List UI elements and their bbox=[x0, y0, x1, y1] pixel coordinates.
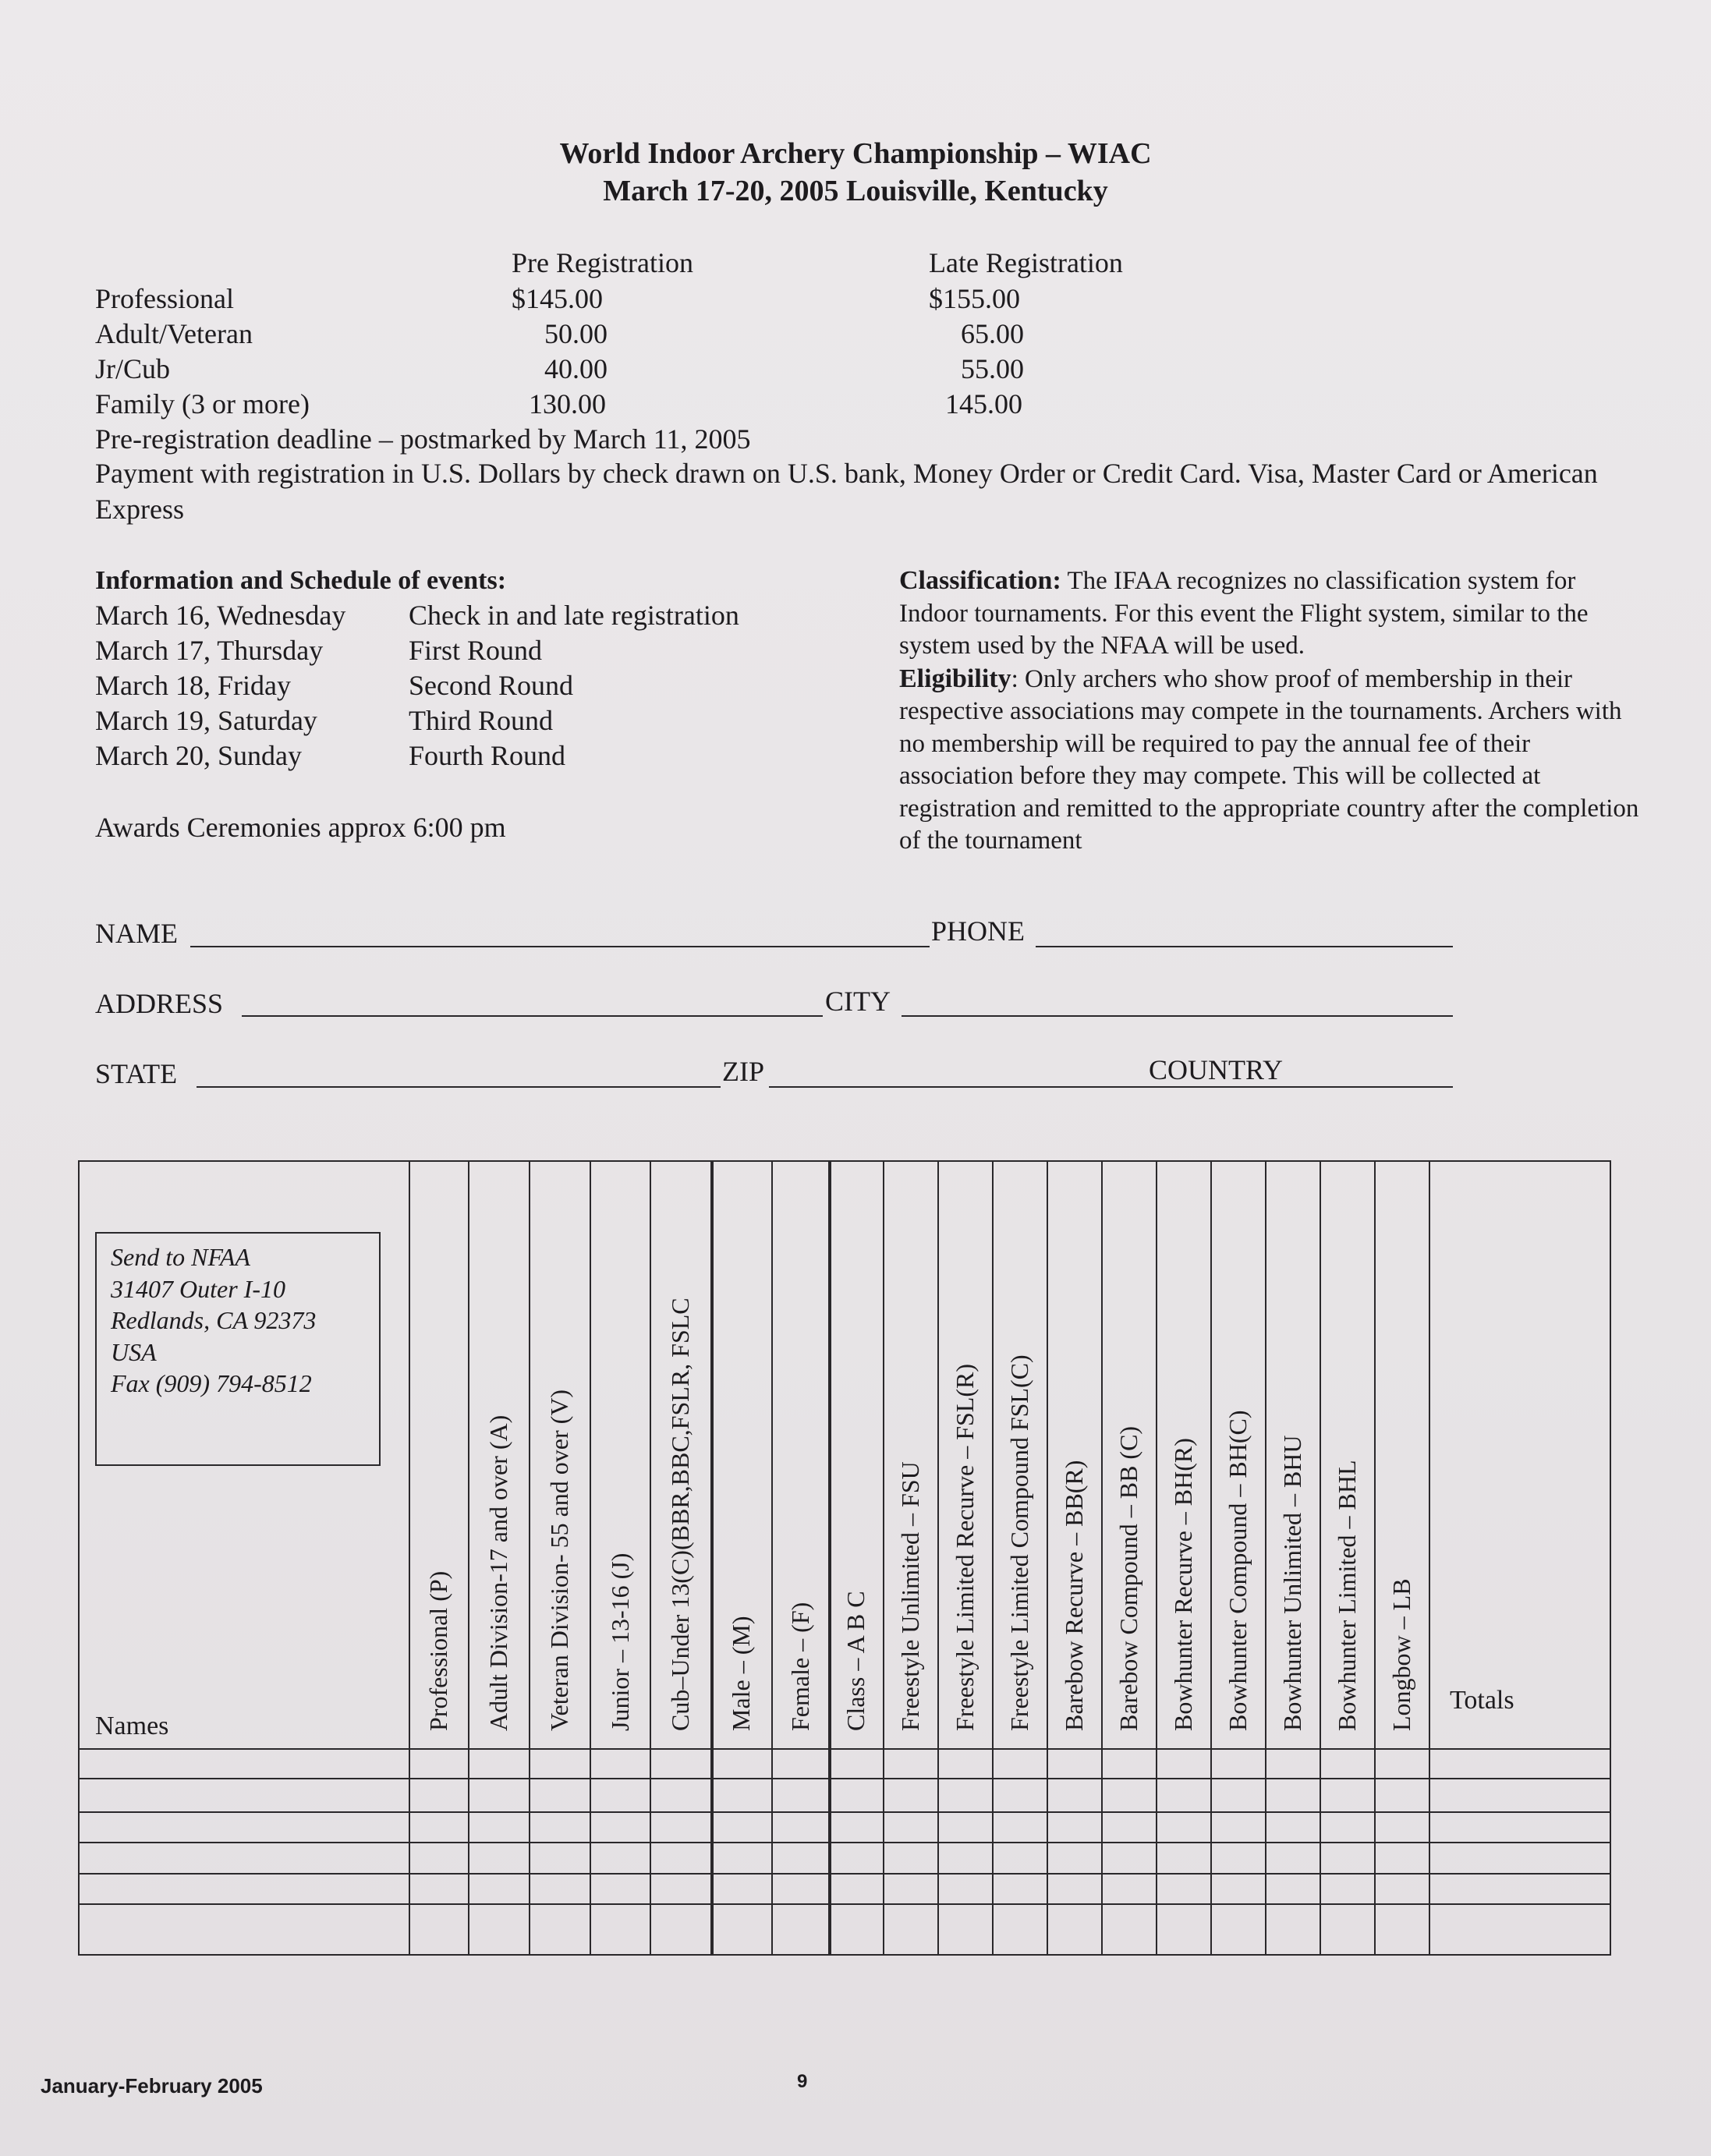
schedule-date: March 19, Saturday bbox=[95, 705, 317, 736]
late-registration-heading: Late Registration bbox=[929, 247, 1123, 278]
schedule-event: Check in and late registration bbox=[409, 600, 739, 631]
footer-issue: January-February 2005 bbox=[41, 2074, 263, 2098]
column-header: Professional (P) bbox=[424, 1570, 452, 1731]
schedule-event: Fourth Round bbox=[409, 740, 566, 771]
column-header: Bowhunter Compound – BH(C) bbox=[1224, 1410, 1252, 1731]
column-header: Adult Division-17 and over (A) bbox=[484, 1414, 512, 1731]
zip-label: ZIP bbox=[722, 1056, 764, 1087]
schedule-date: March 17, Thursday bbox=[95, 635, 324, 666]
awards-note: Awards Ceremonies approx 6:00 pm bbox=[95, 812, 506, 843]
column-header: Class – A B C bbox=[841, 1591, 870, 1731]
table-row[interactable] bbox=[80, 1750, 1610, 1778]
schedule-date: March 18, Friday bbox=[95, 670, 291, 701]
page-title: World Indoor Archery Championship – WIAC bbox=[559, 137, 1152, 170]
row-divider bbox=[80, 1903, 1610, 1905]
column-header: Bowhunter Recurve – BH(R) bbox=[1169, 1438, 1197, 1731]
fee-pre: 40.00 bbox=[544, 353, 608, 384]
deadline-note: Pre-registration deadline – postmarked by March 11, 2005 bbox=[95, 423, 751, 455]
fee-label: Jr/Cub bbox=[95, 353, 171, 384]
address-field[interactable] bbox=[242, 1015, 823, 1017]
totals-header: Totals bbox=[1450, 1686, 1514, 1715]
column-header: Freestyle Unlimited – FSU bbox=[896, 1461, 924, 1731]
column-header: Freestyle Limited Recurve – FSL(R) bbox=[951, 1363, 979, 1731]
state-field[interactable] bbox=[197, 1086, 721, 1088]
column-header: Junior – 13-16 (J) bbox=[605, 1552, 634, 1731]
classification-heading: Classification: bbox=[899, 566, 1061, 595]
phone-label: PHONE bbox=[931, 915, 1026, 947]
send-to-box bbox=[95, 1232, 381, 1466]
table-row[interactable] bbox=[80, 1813, 1610, 1842]
schedule-event: First Round bbox=[409, 635, 543, 666]
city-label: CITY bbox=[825, 986, 891, 1017]
send-to-line: Redlands, CA 92373 bbox=[111, 1306, 317, 1334]
entry-table bbox=[78, 1160, 1611, 1956]
eligibility-heading: Eligibility bbox=[899, 664, 1011, 693]
fee-late: 145.00 bbox=[945, 388, 1022, 420]
send-to-line: Fax (909) 794-8512 bbox=[111, 1369, 312, 1397]
address-label: ADDRESS bbox=[95, 988, 224, 1019]
table-row[interactable] bbox=[80, 1779, 1610, 1811]
fee-label: Adult/Veteran bbox=[95, 318, 253, 349]
send-to-line: USA bbox=[111, 1337, 157, 1366]
classification-block bbox=[899, 565, 1648, 858]
phone-field[interactable] bbox=[1036, 946, 1453, 947]
table-row[interactable] bbox=[80, 1843, 1610, 1873]
fee-label: Family (3 or more) bbox=[95, 388, 310, 420]
fee-pre: $145.00 bbox=[512, 283, 603, 314]
column-header: Barebow Recurve – BB(R) bbox=[1060, 1460, 1088, 1731]
eligibility-text: : Only archers who show proof of membership in their respective associations may compete in the tournaments. Archers with no membership will be required to pay the annual fee of their association before they may compete. This will be collected at registration and remitted to the appropriate country after the completion of the tournament bbox=[899, 664, 1639, 855]
column-header: Male – (M) bbox=[727, 1616, 755, 1731]
pre-registration-heading: Pre Registration bbox=[512, 247, 693, 278]
fee-late: $155.00 bbox=[929, 283, 1020, 314]
column-header: Veteran Division- 55 and over (V) bbox=[545, 1389, 573, 1731]
fee-late: 65.00 bbox=[961, 318, 1024, 349]
schedule-date: March 16, Wednesday bbox=[95, 600, 346, 631]
column-header: Bowhunter Unlimited – BHU bbox=[1278, 1435, 1306, 1731]
column-header: Cub–Under 13(C)(BBR,BBC,FSLR, FSLC bbox=[666, 1297, 694, 1731]
country-field[interactable] bbox=[1149, 1086, 1453, 1088]
column-header: Female – (F) bbox=[785, 1602, 814, 1731]
payment-note: Payment with registration in U.S. Dollars by check drawn on U.S. bank, Money Order or Credit Card. Visa, Master Card or American Express bbox=[95, 458, 1598, 525]
classification-text: The IFAA recognizes no classification system for Indoor tournaments. For this event the Flight system, similar to the system used by the NFAA will be used. bbox=[899, 567, 1589, 660]
fee-label: Professional bbox=[95, 283, 234, 314]
column-header: Freestyle Limited Compound FSL(C) bbox=[1005, 1354, 1033, 1731]
schedule-date: March 20, Sunday bbox=[95, 740, 302, 771]
schedule-heading: Information and Schedule of events: bbox=[95, 566, 507, 595]
schedule-event: Third Round bbox=[409, 705, 553, 736]
send-to-line: Send to NFAA bbox=[111, 1243, 250, 1271]
column-header: Barebow Compound – BB (C) bbox=[1114, 1425, 1142, 1731]
fee-pre: 130.00 bbox=[529, 388, 606, 420]
column-header: Bowhunter Limited – BHL bbox=[1333, 1460, 1361, 1731]
page-number: 9 bbox=[797, 2071, 808, 2092]
state-label: STATE bbox=[95, 1058, 178, 1089]
fee-late: 55.00 bbox=[961, 353, 1024, 384]
country-label: COUNTRY bbox=[1149, 1054, 1284, 1085]
schedule-event: Second Round bbox=[409, 670, 573, 701]
column-header: Longbow – LB bbox=[1387, 1578, 1415, 1731]
name-label: NAME bbox=[95, 918, 178, 949]
city-field[interactable] bbox=[902, 1015, 1453, 1017]
page-subtitle: March 17-20, 2005 Louisville, Kentucky bbox=[603, 175, 1108, 207]
fee-pre: 50.00 bbox=[544, 318, 608, 349]
names-header: Names bbox=[95, 1712, 169, 1740]
send-to-line: 31407 Outer I-10 bbox=[111, 1274, 285, 1303]
name-field[interactable] bbox=[190, 946, 930, 947]
table-row[interactable] bbox=[80, 1875, 1610, 1903]
